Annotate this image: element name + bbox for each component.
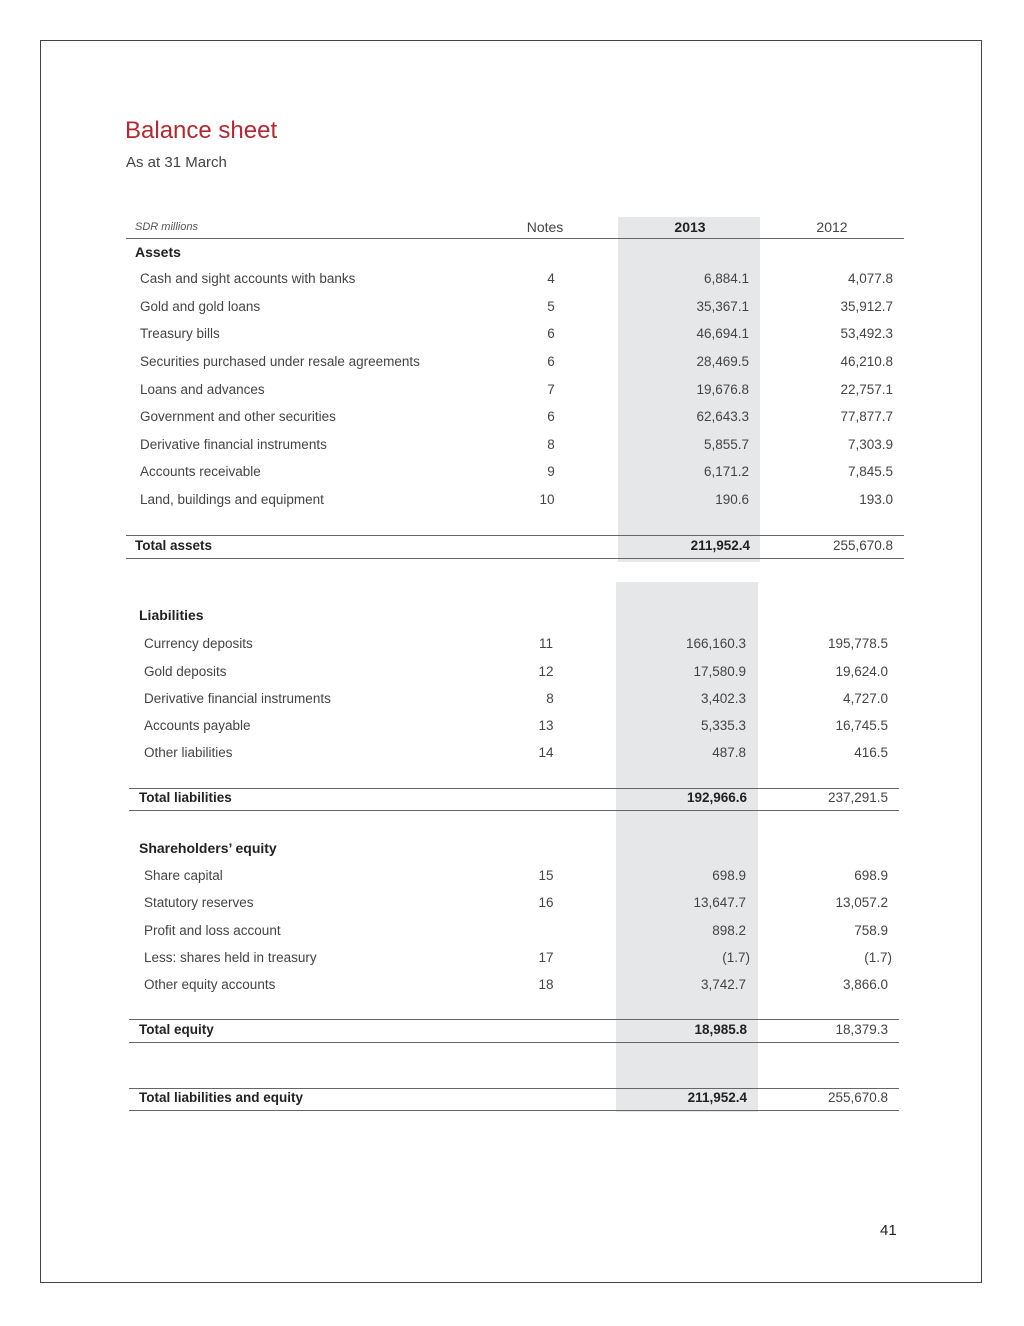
grand-total-row bbox=[0, 1090, 888, 1110]
row-label: Cash and sight accounts with banks bbox=[140, 271, 356, 286]
liabilities-heading: Liabilities bbox=[139, 607, 204, 623]
page-subtitle: As at 31 March bbox=[126, 154, 227, 171]
total-label: Total equity bbox=[139, 1022, 214, 1037]
row-label: Other equity accounts bbox=[144, 977, 276, 992]
page-number: 41 bbox=[880, 1222, 897, 1239]
table-row bbox=[0, 895, 888, 915]
row-label: Derivative financial instruments bbox=[140, 437, 327, 452]
row-value-2012: 7,303.9 bbox=[847, 437, 893, 452]
row-value-2012: 77,877.7 bbox=[840, 409, 893, 424]
row-value-2012: 3,866.0 bbox=[842, 977, 888, 992]
row-label: Profit and loss account bbox=[144, 923, 281, 938]
table-row bbox=[0, 326, 893, 346]
row-value-2013: 5,855.7 bbox=[703, 437, 749, 452]
row-value-2013: 3,742.7 bbox=[700, 977, 746, 992]
total-value-2012: 18,379.3 bbox=[835, 1022, 888, 1037]
header-rule bbox=[126, 238, 904, 239]
row-value-2013: 28,469.5 bbox=[696, 354, 749, 369]
total-value-2012: 255,670.8 bbox=[832, 538, 893, 553]
total-value-2013: 192,966.6 bbox=[686, 790, 747, 805]
row-label: Gold deposits bbox=[144, 664, 227, 679]
row-note: 15 bbox=[538, 868, 554, 883]
total-label: Total assets bbox=[135, 538, 213, 553]
table-row bbox=[0, 492, 893, 512]
row-value-2012: 416.5 bbox=[854, 745, 888, 760]
row-value-2013: 5,335.3 bbox=[700, 718, 746, 733]
total-liabilities-row bbox=[0, 790, 888, 810]
row-value-2012: 758.9 bbox=[854, 923, 888, 938]
year-2013-header: 2013 bbox=[674, 219, 706, 235]
row-value-2013: (1.7) bbox=[722, 950, 750, 965]
row-note: 4 bbox=[547, 271, 555, 286]
row-label: Loans and advances bbox=[140, 382, 265, 397]
row-label: Less: shares held in treasury bbox=[144, 950, 317, 965]
row-value-2012: 4,727.0 bbox=[842, 691, 888, 706]
row-value-2013: 6,884.1 bbox=[703, 271, 749, 286]
row-value-2012: 7,845.5 bbox=[847, 464, 893, 479]
row-value-2013: 898.2 bbox=[712, 923, 746, 938]
row-value-2012: 4,077.8 bbox=[847, 271, 893, 286]
year-2012-header: 2012 bbox=[816, 219, 848, 235]
total-liabilities-rule-bottom bbox=[129, 810, 899, 811]
row-note: 6 bbox=[547, 354, 555, 369]
row-label: Treasury bills bbox=[140, 326, 220, 341]
table-row bbox=[0, 923, 888, 943]
total-liabilities-rule-top bbox=[129, 788, 899, 789]
grand-total-rule-top bbox=[129, 1088, 899, 1089]
row-label: Accounts receivable bbox=[140, 464, 261, 479]
row-note: 7 bbox=[547, 382, 555, 397]
total-assets-row bbox=[0, 538, 893, 558]
row-note: 14 bbox=[538, 745, 554, 760]
table-row bbox=[0, 437, 893, 457]
row-value-2013: 698.9 bbox=[712, 868, 746, 883]
table-row bbox=[0, 382, 893, 402]
row-value-2013: 166,160.3 bbox=[685, 636, 746, 651]
total-assets-rule-bottom bbox=[126, 558, 904, 559]
total-label: Total liabilities and equity bbox=[139, 1090, 304, 1105]
row-note: 6 bbox=[547, 409, 555, 424]
row-value-2012: 53,492.3 bbox=[840, 326, 893, 341]
row-value-2012: 19,624.0 bbox=[835, 664, 888, 679]
row-value-2013: 13,647.7 bbox=[693, 895, 746, 910]
row-note: 8 bbox=[546, 691, 554, 706]
table-row bbox=[0, 745, 888, 765]
total-assets-rule-top bbox=[126, 535, 904, 536]
notes-column-header: Notes bbox=[526, 219, 564, 235]
total-equity-rule-top bbox=[129, 1019, 899, 1020]
row-note: 11 bbox=[538, 636, 553, 651]
row-value-2013: 35,367.1 bbox=[696, 299, 749, 314]
total-label: Total liabilities bbox=[139, 790, 232, 805]
table-row bbox=[0, 977, 888, 997]
total-equity-row bbox=[0, 1022, 888, 1042]
row-note: 10 bbox=[539, 492, 555, 507]
row-value-2013: 19,676.8 bbox=[696, 382, 749, 397]
table-row bbox=[0, 636, 888, 656]
row-value-2013: 46,694.1 bbox=[696, 326, 749, 341]
table-row bbox=[0, 271, 893, 291]
row-label: Government and other securities bbox=[140, 409, 336, 424]
table-row bbox=[0, 354, 893, 374]
row-value-2013: 3,402.3 bbox=[700, 691, 746, 706]
row-value-2013: 487.8 bbox=[712, 745, 746, 760]
row-note: 12 bbox=[538, 664, 554, 679]
table-row bbox=[0, 691, 888, 711]
row-value-2012: 16,745.5 bbox=[835, 718, 888, 733]
table-row bbox=[0, 409, 893, 429]
unit-label: SDR millions bbox=[135, 221, 198, 233]
total-value-2012: 255,670.8 bbox=[827, 1090, 888, 1105]
table-row bbox=[0, 868, 888, 888]
table-row bbox=[0, 664, 888, 684]
row-value-2012: 193.0 bbox=[859, 492, 893, 507]
equity-heading: Shareholders’ equity bbox=[139, 840, 277, 856]
grand-total-rule-bottom bbox=[129, 1110, 899, 1111]
row-note: 9 bbox=[547, 464, 555, 479]
row-note: 8 bbox=[547, 437, 555, 452]
row-value-2012: 13,057.2 bbox=[835, 895, 888, 910]
table-row bbox=[0, 464, 893, 484]
row-label: Share capital bbox=[144, 868, 223, 883]
row-value-2013: 62,643.3 bbox=[696, 409, 749, 424]
table-row bbox=[0, 299, 893, 319]
row-label: Derivative financial instruments bbox=[144, 691, 331, 706]
total-value-2012: 237,291.5 bbox=[827, 790, 888, 805]
total-value-2013: 211,952.4 bbox=[690, 538, 750, 553]
row-value-2012: 22,757.1 bbox=[840, 382, 893, 397]
row-value-2012: 35,912.7 bbox=[840, 299, 893, 314]
row-value-2012: 698.9 bbox=[854, 868, 888, 883]
row-note: 17 bbox=[538, 950, 554, 965]
total-value-2013: 18,985.8 bbox=[694, 1022, 747, 1037]
row-label: Securities purchased under resale agreements bbox=[140, 354, 420, 369]
row-note: 16 bbox=[538, 895, 554, 910]
row-label: Other liabilities bbox=[144, 745, 233, 760]
assets-heading: Assets bbox=[135, 244, 181, 260]
row-value-2013: 17,580.9 bbox=[693, 664, 746, 679]
table-row bbox=[0, 718, 888, 738]
row-label: Land, buildings and equipment bbox=[140, 492, 324, 507]
row-value-2012: 195,778.5 bbox=[827, 636, 888, 651]
row-label: Accounts payable bbox=[144, 718, 251, 733]
row-value-2013: 6,171.2 bbox=[703, 464, 749, 479]
row-value-2012: 46,210.8 bbox=[840, 354, 893, 369]
row-note: 5 bbox=[547, 299, 555, 314]
table-row bbox=[0, 950, 892, 970]
page-title: Balance sheet bbox=[125, 117, 278, 144]
row-value-2013: 190.6 bbox=[715, 492, 749, 507]
row-note: 18 bbox=[538, 977, 554, 992]
row-note: 13 bbox=[538, 718, 554, 733]
row-note: 6 bbox=[547, 326, 555, 341]
row-label: Gold and gold loans bbox=[140, 299, 261, 314]
row-value-2012: (1.7) bbox=[864, 950, 892, 965]
total-value-2013: 211,952.4 bbox=[687, 1090, 747, 1105]
row-label: Currency deposits bbox=[144, 636, 253, 651]
total-equity-rule-bottom bbox=[129, 1042, 899, 1043]
row-label: Statutory reserves bbox=[144, 895, 254, 910]
